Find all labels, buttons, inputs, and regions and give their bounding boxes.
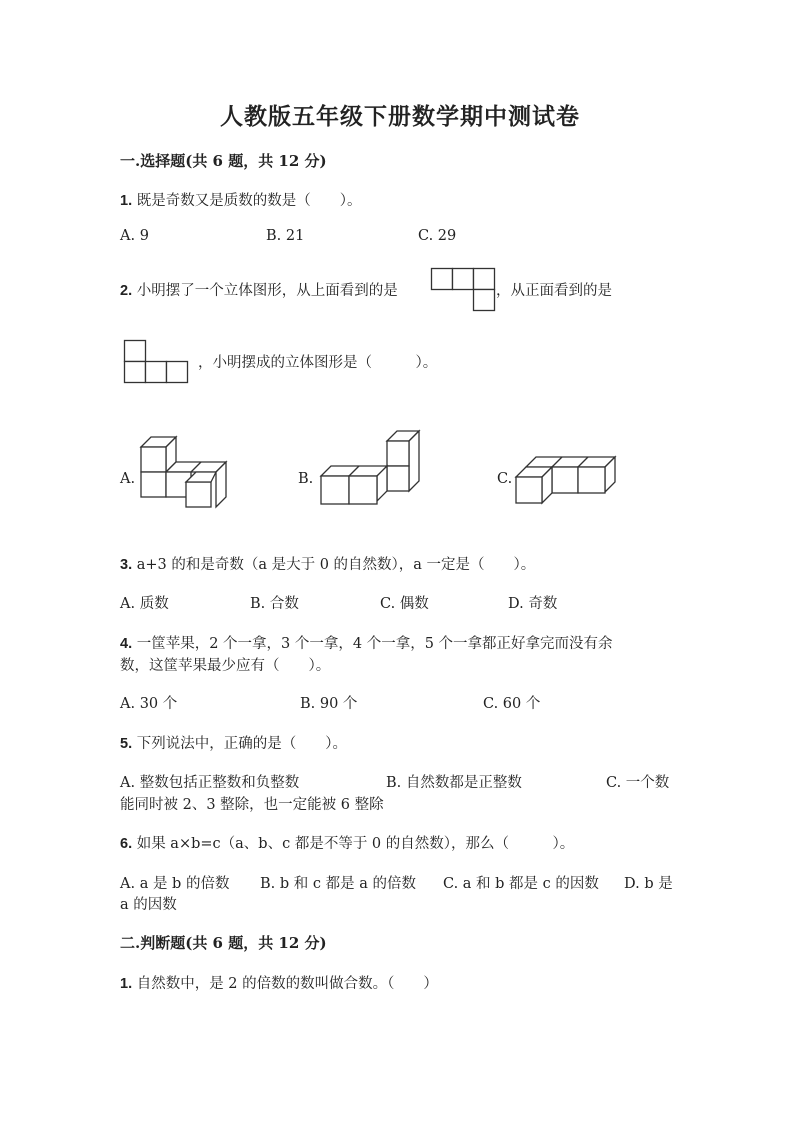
question-text: 下列说法中，正确的是（ ）。 — [136, 736, 347, 752]
option-c: C. 29 — [418, 228, 457, 244]
question-number: 2. — [120, 283, 133, 299]
question-1 — [120, 189, 361, 210]
question-text: 如果 a×b=c（a、b、c 都是不等于 0 的自然数），那么（ ）。 — [136, 836, 575, 852]
question-number: 3. — [120, 557, 133, 573]
option-b: B. 21 — [266, 228, 305, 244]
option-c: C. 一个数 — [606, 775, 670, 791]
question-number: 5. — [120, 736, 133, 752]
option-b: B. 90 个 — [300, 696, 358, 712]
option-d: D. b 是 — [624, 876, 673, 892]
question-number: 1. — [120, 193, 133, 209]
option-d: D. 奇数 — [508, 596, 558, 612]
question-number: 6. — [120, 836, 133, 852]
option-c: C. 偶数 — [380, 596, 429, 612]
question-6 — [120, 832, 574, 853]
option-b: B. 自然数都是正整数 — [386, 775, 522, 791]
option-a-label: A. — [120, 471, 136, 487]
option-b: B. 合数 — [250, 596, 299, 612]
option-a: A. a 是 b 的倍数 — [120, 876, 230, 892]
option-c: C. a 和 b 都是 c 的因数 — [443, 876, 599, 892]
section-heading-judgement: 二.判断题(共 6 题，共 12 分) — [120, 934, 327, 952]
question-2-continued: ，从正面看到的是 — [496, 283, 612, 299]
option-b: B. b 和 c 都是 a 的倍数 — [260, 876, 416, 892]
question-2 — [120, 279, 398, 300]
option-a: A. 质数 — [120, 596, 169, 612]
option-c-label: C. — [497, 471, 513, 487]
option-a: A. 整数包括正整数和负整数 — [120, 775, 300, 791]
section-heading-choice: 一.选择题(共 6 题，共 12 分) — [120, 152, 327, 170]
question-number: 1. — [120, 976, 133, 992]
page-title: 人教版五年级下册数学期中测试卷 — [220, 103, 580, 130]
question-text: a+3 的和是奇数（a 是大于 0 的自然数），a 一定是（ ）。 — [136, 557, 536, 573]
front-view-figure — [124, 340, 190, 386]
option-c: C. 60 个 — [483, 696, 541, 712]
question-text: 既是奇数又是质数的数是（ ）。 — [136, 193, 362, 209]
option-b-figure — [318, 430, 422, 508]
option-a: A. 9 — [120, 228, 149, 244]
question-text: 自然数中，是 2 的倍数的数叫做合数。（ ） — [136, 976, 438, 992]
option-a-figure — [140, 436, 230, 508]
question-3 — [120, 553, 535, 574]
question-4 — [120, 632, 613, 653]
question-text: 小明摆了一个立体图形，从上面看到的是 — [136, 283, 398, 299]
judgement-1 — [120, 972, 438, 993]
question-number: 4. — [120, 636, 133, 652]
option-a: A. 30 个 — [120, 696, 178, 712]
question-4-line2: 数，这筐苹果最少应有（ ）。 — [120, 658, 331, 674]
option-d-continuation: a 的因数 — [120, 897, 177, 913]
option-c-continuation: 能同时被 2、3 整除，也一定能被 6 整除 — [120, 797, 384, 813]
option-b-label: B. — [298, 471, 314, 487]
question-text: 一筐苹果，2 个一拿，3 个一拿，4 个一拿，5 个一拿都正好拿完而没有余 — [136, 636, 613, 652]
question-5 — [120, 732, 347, 753]
question-2-ending: ，小明摆成的立体图形是（ ）。 — [198, 355, 438, 371]
option-c-figure — [514, 456, 618, 508]
top-view-figure — [431, 268, 495, 313]
